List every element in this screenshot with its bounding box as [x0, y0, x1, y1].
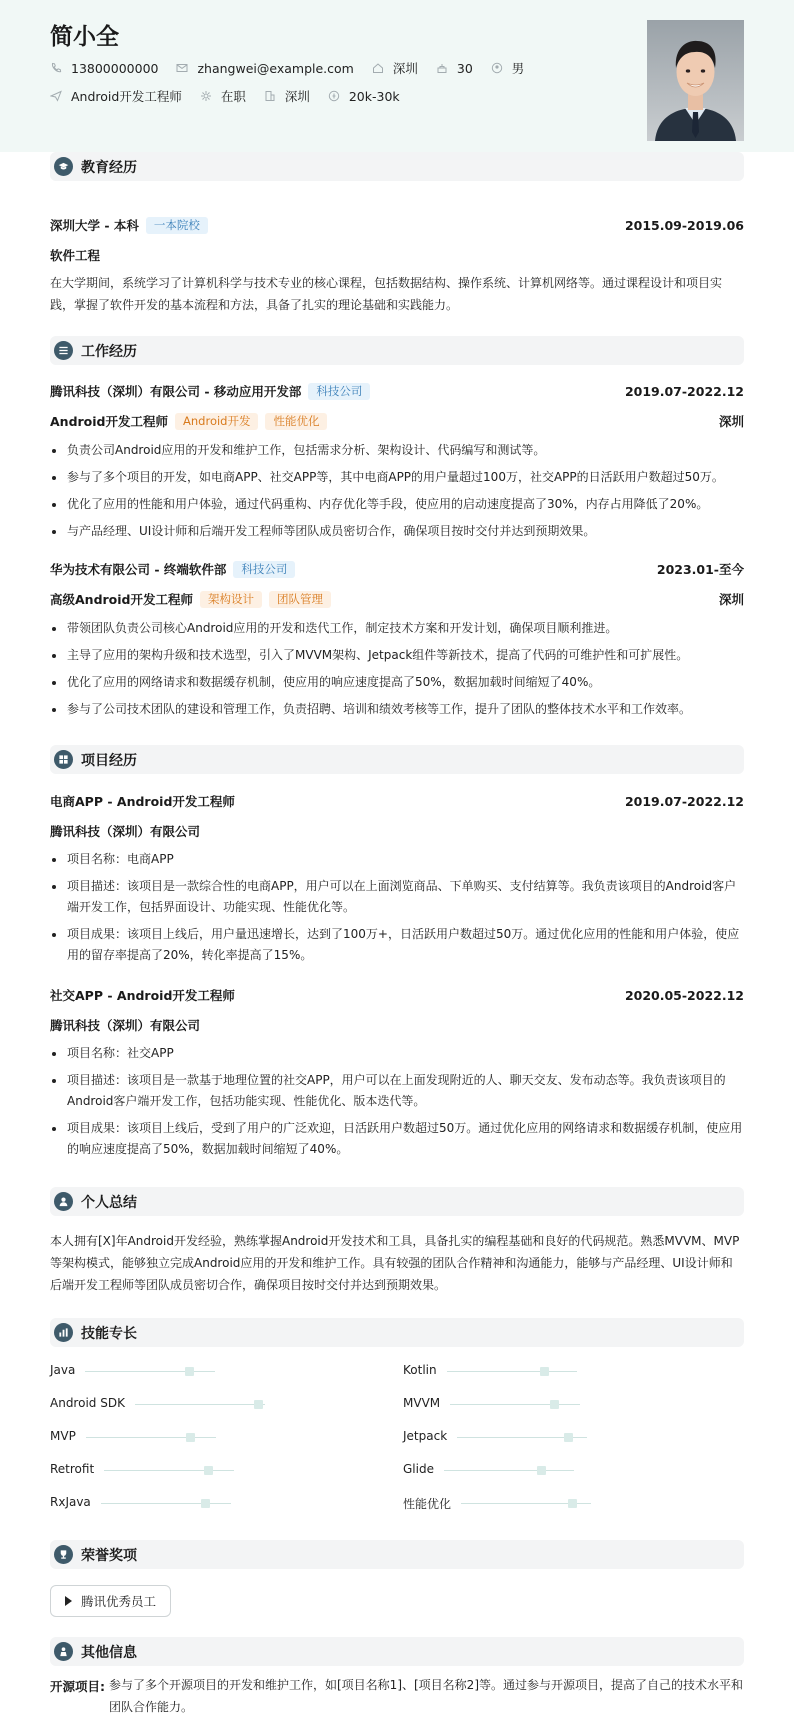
skill-name: Android SDK [50, 1396, 125, 1410]
project-bullets [50, 849, 744, 966]
list-icon [54, 341, 73, 360]
project-row [50, 792, 744, 810]
work-row-title [50, 590, 744, 608]
list-item: 主导了应用的架构升级和技术选型，引入了MVVM架构、Jetpack组件等新技术，提高了代码的可维护性和可扩展性。 [50, 645, 744, 666]
work-section-header [50, 336, 744, 365]
user-circle-icon [491, 62, 503, 74]
list-item: 项目成果：该项目上线后，受到了用户的广泛欢迎，日活跃用户数超过50万。通过优化应用的网络请求和数据缓存机制，使应用的响应速度提高了50%，数据加载时间缩短了40%。 [50, 1118, 744, 1160]
grid-icon [54, 750, 73, 769]
skill-tag: 性能优化 [265, 413, 327, 430]
skill-item [403, 1460, 743, 1480]
phone-icon [50, 62, 62, 74]
resume-header [0, 0, 794, 152]
work-row-company [50, 560, 744, 578]
skill-level-marker [540, 1367, 549, 1376]
list-item: 项目名称：电商APP [50, 849, 744, 870]
skill-level-track [101, 1503, 231, 1504]
skills-section-header [50, 1318, 744, 1347]
skill-item [50, 1361, 390, 1381]
work-title: 工作经历 [81, 343, 137, 360]
job-intent-row [50, 87, 418, 105]
education-major: 软件工程 [50, 248, 101, 263]
home-icon [372, 62, 384, 74]
phone-text: 13800000000 [71, 60, 159, 76]
other-section-header [50, 1637, 744, 1666]
skill-tag: 架构设计 [200, 591, 262, 608]
skill-tag: Android开发 [175, 413, 258, 430]
projects-section-header [50, 745, 744, 774]
skill-name: RxJava [50, 1495, 91, 1509]
work-city: 深圳 [718, 414, 744, 429]
work-bullets [50, 440, 744, 542]
user-icon [54, 1192, 73, 1211]
work-row-company [50, 382, 744, 400]
project-bullets [50, 1043, 744, 1160]
skill-name: 性能优化 [403, 1497, 452, 1511]
award-item [50, 1585, 171, 1617]
contact-row [50, 59, 542, 77]
skill-level-track [450, 1404, 580, 1405]
skill-item [50, 1427, 390, 1447]
skill-level-track [85, 1371, 215, 1372]
list-item: 优化了应用的性能和用户体验，通过代码重构、内存优化等手段，使应用的启动速度提高了30%，内存占用降低了20%。 [50, 494, 744, 515]
skill-item [403, 1493, 743, 1513]
skills-title: 技能专长 [81, 1325, 137, 1342]
summary-text: 本人拥有[X]年Android开发经验，熟练掌握Android开发技术和工具，具备扎实的编程基础和良好的代码规范。熟悉MVVM、MVP等架构模式，能够独立完成Android应用的开发和维护工作。具有较强的团队合作精神和沟通能力，能够与产品经理、UI设计师和后端开发工程师等团队成员密切合作，确保项目按时交付并达到预期效果。 [50, 1234, 740, 1292]
coin-icon [328, 90, 340, 102]
work-bullets [50, 618, 744, 720]
projects-title: 项目经历 [81, 752, 137, 769]
cake-icon [436, 62, 448, 74]
list-item: 与产品经理、UI设计师和后端开发工程师等团队成员密切合作，确保项目按时交付并达到预期效果。 [50, 521, 744, 542]
building-icon [264, 90, 276, 102]
skill-item [403, 1361, 743, 1381]
summary-title: 个人总结 [81, 1194, 137, 1211]
company-name: 华为技术有限公司 - 终端软件部 [50, 562, 227, 577]
skill-level-marker [550, 1400, 559, 1409]
play-icon [65, 1596, 72, 1606]
other-title: 其他信息 [81, 1644, 137, 1661]
project-company: 腾讯科技（深圳）有限公司 [50, 824, 201, 839]
education-desc: 在大学期间，系统学习了计算机科学与技术专业的核心课程，包括数据结构、操作系统、计算机网络等。通过课程设计和项目实践，掌握了软件开发的基本流程和方法，具备了扎实的理论基础和实践能力。 [50, 276, 723, 312]
work-date: 2019.07-2022.12 [624, 383, 744, 399]
education-row [50, 216, 744, 234]
project-name: 电商APP - Android开发工程师 [50, 794, 235, 809]
work-date: 2023.01-至今 [656, 562, 744, 577]
age-text: 30 [456, 60, 473, 76]
awards-title: 荣誉奖项 [81, 1547, 137, 1564]
skill-level-track [447, 1371, 577, 1372]
mail-icon [176, 62, 188, 74]
skill-name: Kotlin [403, 1363, 437, 1377]
list-item: 项目名称：社交APP [50, 1043, 744, 1064]
school-name: 深圳大学 - 本科 [50, 218, 139, 233]
salary-text: 20k-30k [348, 88, 400, 104]
list-item: 参与了公司技术团队的建设和管理工作，负责招聘、培训和绩效考核等工作，提升了团队的整体技术水平和工作效率。 [50, 699, 744, 720]
work-city: 深圳 [718, 592, 744, 607]
list-item: 带领团队负责公司核心Android应用的开发和迭代工作，制定技术方案和开发计划，确保项目顺利推进。 [50, 618, 744, 639]
work-city-item [264, 87, 310, 105]
skill-level-track [135, 1404, 265, 1405]
work-city-text: 深圳 [284, 89, 310, 104]
school-tag: 一本院校 [146, 217, 208, 234]
candidate-name: 简小全 [50, 24, 119, 50]
gender-item [491, 59, 525, 77]
list-item: 项目描述：该项目是一款综合性的电商APP，用户可以在上面浏览商品、下单购买、支付结算等。我负责该项目的Android客户端开发工作，包括界面设计、功能实现、性能优化等。 [50, 876, 744, 918]
work-row-title [50, 412, 744, 430]
list-item: 优化了应用的网络请求和数据缓存机制，使应用的响应速度提高了50%，数据加载时间缩短了40%。 [50, 672, 744, 693]
summary-section-header [50, 1187, 744, 1216]
skill-level-marker [204, 1466, 213, 1475]
list-item: 项目描述：该项目是一款基于地理位置的社交APP，用户可以在上面发现附近的人、聊天交友、发布动态等。我负责该项目的Android客户端开发工作，包括功能实现、性能优化、版本迭代等。 [50, 1070, 744, 1112]
graduation-cap-icon [54, 157, 73, 176]
skill-name: MVP [50, 1429, 76, 1443]
phone-item [50, 61, 158, 76]
list-item: 参与了多个项目的开发，如电商APP、社交APP等，其中电商APP的用户量超过100万，社交APP的日活跃用户数超过50万。 [50, 467, 744, 488]
project-date: 2020.05-2022.12 [624, 987, 744, 1003]
email-item [176, 61, 353, 76]
skill-item [403, 1427, 743, 1447]
position-text: Android开发工程师 [71, 89, 182, 104]
status-item [200, 87, 246, 105]
skill-level-marker [185, 1367, 194, 1376]
other-text: 参与了多个开源项目的开发和维护工作，如[项目名称1]、[项目名称2]等。通过参与开源项目，提高了自己的技术水平和团队合作能力。 [109, 1678, 744, 1714]
city-text: 深圳 [392, 61, 418, 76]
skill-name: MVVM [403, 1396, 441, 1410]
salary-item [328, 89, 400, 104]
job-title: 高级Android开发工程师 [50, 592, 194, 607]
skill-name: Glide [403, 1462, 434, 1476]
skill-level-track [444, 1470, 574, 1471]
send-icon [50, 90, 62, 102]
age-item [436, 61, 473, 76]
list-item: 负责公司Android应用的开发和维护工作，包括需求分析、架构设计、代码编写和测试等。 [50, 440, 744, 461]
skill-level-marker [564, 1433, 573, 1442]
skill-level-marker [201, 1499, 210, 1508]
skill-level-marker [186, 1433, 195, 1442]
other-label: 开源项目: [50, 1679, 105, 1694]
company-tag: 科技公司 [308, 383, 370, 400]
education-date: 2015.09-2019.06 [624, 217, 744, 233]
skill-level-marker [254, 1400, 263, 1409]
trophy-icon [54, 1545, 73, 1564]
skill-item [403, 1394, 743, 1414]
person-icon [54, 1642, 73, 1661]
skill-tag: 团队管理 [269, 591, 331, 608]
skill-level-track [104, 1470, 234, 1471]
skill-name: Java [50, 1363, 76, 1377]
skill-item [50, 1394, 390, 1414]
profile-photo [647, 20, 744, 141]
project-name: 社交APP - Android开发工程师 [50, 988, 235, 1003]
gender-text: 男 [511, 61, 525, 76]
project-date: 2019.07-2022.12 [624, 793, 744, 809]
project-company: 腾讯科技（深圳）有限公司 [50, 1018, 201, 1033]
education-title: 教育经历 [81, 159, 137, 176]
education-section-header [50, 152, 744, 181]
position-item [50, 87, 182, 105]
skill-item [50, 1460, 390, 1480]
gear-icon [200, 90, 212, 102]
skill-level-marker [537, 1466, 546, 1475]
skill-name: Jetpack [403, 1429, 448, 1443]
skill-level-marker [568, 1499, 577, 1508]
status-text: 在职 [220, 89, 246, 104]
skill-item [50, 1493, 390, 1513]
award-text: 腾讯优秀员工 [81, 1594, 157, 1609]
skill-level-track [86, 1437, 216, 1438]
company-tag: 科技公司 [233, 561, 295, 578]
bar-chart-icon [54, 1323, 73, 1342]
company-name: 腾讯科技（深圳）有限公司 - 移动应用开发部 [50, 384, 302, 399]
email-text: zhangwei@example.com [197, 60, 354, 76]
awards-section-header [50, 1540, 744, 1569]
list-item: 项目成果：该项目上线后，用户量迅速增长，达到了100万+，日活跃用户数超过50万。通过优化应用的性能和用户体验，使应用的留存率提高了20%，转化率提高了15%。 [50, 924, 744, 966]
skill-name: Retrofit [50, 1462, 95, 1476]
project-row [50, 986, 744, 1004]
job-title: Android开发工程师 [50, 414, 169, 429]
city-item [372, 59, 418, 77]
